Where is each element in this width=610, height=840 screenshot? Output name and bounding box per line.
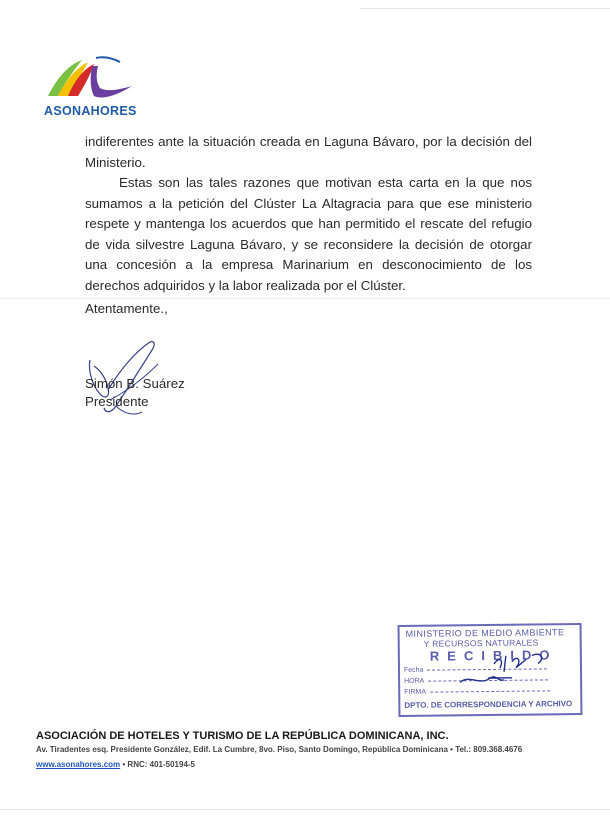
letter-body <box>85 132 532 296</box>
letter-paragraph: Estas son las tales razones que motivan esta carta en la que nos sumamos a la petición del Clúster La Altagracia para que ese ministerio respete y mantenga los acuerdos que han permitido el rescate del refugio de vida silvestre Laguna Bávaro, y se reconsidere la decisión de otorgar una concesión a la empresa Marinarium en desconocimiento de los derechos adquiridos y la labor realizada por el Clúster. <box>85 175 532 293</box>
scan-artifact-line <box>360 8 610 9</box>
scan-artifact-line <box>0 809 610 810</box>
stamp-field-label: FIRMA <box>404 688 427 696</box>
footer-web-line <box>36 760 195 769</box>
logo-text: ASONAHORES <box>44 104 137 118</box>
stamp-footer: DPTO. DE CORRESPONDENCIA Y ARCHIVO <box>404 699 573 710</box>
stamp-handwriting-icon <box>400 625 581 715</box>
stamp-department: Y RECURSOS NATURALES <box>423 637 539 649</box>
signer-title: Presidente <box>85 394 149 409</box>
footer-rnc: • RNC: 401-50194-5 <box>120 760 196 769</box>
footer-address: Av. Tiradentes esq. Presidente González, Edif. La Cumbre, 8vo. Piso, Santo Domingo, República Dominicana • Tel.: 809.368.4676 <box>36 745 523 754</box>
letter-paragraph: indiferentes ante la situación creada en Laguna Bávaro, por la decisión del Ministerio. <box>85 134 532 170</box>
stamp-field-label: Fecha <box>403 666 424 674</box>
received-stamp <box>398 623 583 717</box>
footer-organization: ASOCIACIÓN DE HOTELES Y TURISMO DE LA REPÚBLICA DOMINICANA, INC. <box>36 730 449 742</box>
stamp-ministry: MINISTERIO DE MEDIO AMBIENTE <box>405 627 565 639</box>
website-link[interactable]: www.asonahores.com <box>36 760 121 769</box>
scan-artifact-line <box>0 298 610 299</box>
stamp-received: RECIBIDO <box>429 647 558 664</box>
signer-name: Simón B. Suárez <box>85 376 185 391</box>
stamp-field-label: HORA <box>404 677 425 685</box>
letter-closing: Atentamente., <box>85 301 168 316</box>
